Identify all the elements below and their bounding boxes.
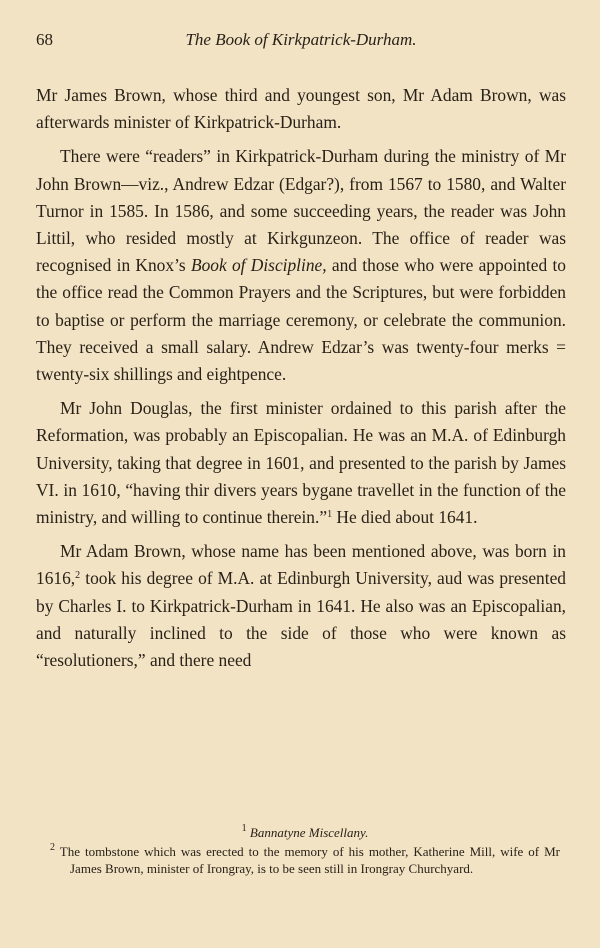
paragraph-3-text-b: He died about 1641. [332, 507, 478, 528]
paragraph-3 [36, 395, 566, 531]
body-text [36, 82, 566, 674]
footnote-marker: 2 [50, 842, 55, 853]
paragraph-1 [36, 82, 566, 136]
paragraph-2-text-b: and those who were appointed to the office read the Common Prayers and the Scriptures, but were forbidden to baptise or perform the marriage ceremony, or celebrate the communion. They received a small salary. Andrew Edzar’s was twenty-four merks = twenty-six shillings and eightpence. [36, 255, 566, 385]
paragraph-2 [36, 143, 566, 388]
paragraph-4-text-a: Mr Adam Brown, whose name has been mentioned above, was born in 1616, [36, 541, 566, 589]
paragraph-2-text-a: There were “readers” in Kirkpatrick-Durham during the ministry of Mr John Brown—viz., Andrew Edzar (Edgar?), from 1567 to 1580, and Walter Turnor in 1585. In 1586, and some succeeding years, the reader was John Littil, who resided mostly at Kirkgunzeon. The office of reader was recognised in Knox’s [36, 146, 566, 276]
footnote-ref-2: 2 [75, 570, 81, 582]
footnote-2 [50, 843, 560, 877]
footnote-1 [50, 824, 560, 841]
footnotes [50, 824, 560, 877]
book-title-italic: Book of Discipline, [190, 255, 327, 276]
page-number: 68 [36, 30, 53, 49]
paragraph-4-text-b: took his degree of M.A. at Edinburgh University, aud was presented by Charles I. to Kirkpatrick-Durham in 1641. He also was an Episcopalian, and naturally inclined to the side of those who were known as “resolutioners,” and there need [36, 568, 566, 671]
paragraph-1-text: Mr James Brown, whose third and youngest son, Mr Adam Brown, was afterwards minister of Kirkpatrick-Durham. [36, 85, 566, 133]
running-title: The Book of Kirkpatrick-Durham. [185, 30, 417, 49]
footnote-text: The tombstone which was erected to the memory of his mother, Katherine Mill, wife of Mr James Brown, minister of Irongray, is to be seen still in Irongray Churchyard. [59, 844, 561, 876]
footnote-text: Bannatyne Miscellany. [249, 825, 369, 840]
footnote-ref-1: 1 [327, 509, 333, 521]
paragraph-4 [36, 538, 566, 674]
paragraph-3-text-a: Mr John Douglas, the first minister ordained to this parish after the Reformation, was probably an Episcopalian. He was an M.A. of Edinburgh University, taking that degree in 1601, and presented to the parish by James VI. in 1610, “having thir divers years bygane travellet in the function of the ministry, and willing to continue therein.” [36, 398, 566, 528]
footnote-marker: 1 [241, 823, 247, 834]
running-head [36, 30, 566, 56]
